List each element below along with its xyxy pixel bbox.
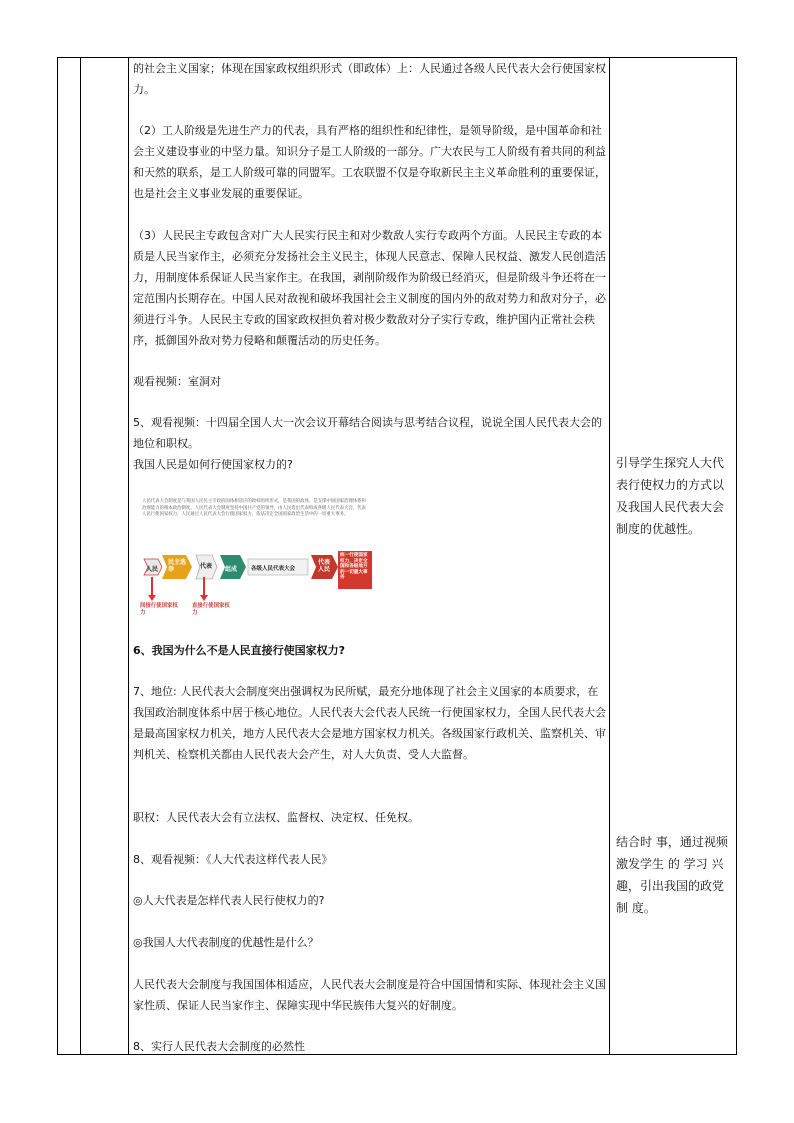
- paragraph-video-1: 观看视频：室洞对: [133, 375, 221, 388]
- paragraph-status: 7、地位: 人民代表大会制度突出强调权为民所赋，最充分地体现了社会主义国家的本质要求，在我国政治制度体系中居于核心地位。人民代表大会代表人民统一行使国家权力，全国人民代表大会是最高国家权力机关，地方人民代表大会是地方国家权力机关。各级国家行政机关、监察机关、审判机关、检察机关都由人民代表大会产生，对人大负责、受人大监督。: [133, 685, 606, 761]
- column-divider-3: [609, 58, 610, 1054]
- column-divider-2: [128, 58, 129, 1054]
- paragraph-question-6: 6、我国为什么不是人民直接行使国家权力?: [133, 644, 346, 657]
- paragraph-how-exercise: 我国人民是如何行使国家权力的?: [133, 458, 293, 471]
- label-people: 人民: [146, 566, 159, 573]
- label-unify: 统一行使国家权力，决定全国和各级地方的一切重大事务: [340, 553, 368, 581]
- label-direct: 直接行使国家权力: [192, 603, 230, 616]
- diagram-caption: 人民代表大会制度是与我国人民民主专政的国体相适应的政权组织形式，是我国的政体，是支撑中国国家治理体系和治理能力的根本政治制度。人民代表大会制度坚持中国共产党的领导，由人民选出代表组成各级人民代表大会，代表人民行使国家权力，人民通过人民代表大会行使国家权力，依法决定全国国家政治生活中的一切重大事务。: [142, 499, 366, 518]
- paragraph-superiority: 人民代表大会制度与我国国体相适应，人民代表大会制度是符合中国国情和实际、体现社会主义国家性质、保证人民当家作主、保障实现中华民族伟大复兴的好制度。: [133, 978, 606, 1012]
- paragraph-working-class: （2）工人阶级是先进生产力的代表，具有严格的组织性和纪律性，是领导阶级，是中国革命和社会主义建设事业的中坚力量。知识分子是工人阶级的一部分。广大农民与工人阶级有着共同的利益和天然的联系，是工人阶级可靠的同盟军。工农联盟不仅是夺取新民主主义革命胜利的重要保证，也是社会主义事业发展的重要保证。: [133, 124, 606, 200]
- paragraph-powers: 职权：人民代表大会有立法权、监督权、决定权、任免权。: [133, 811, 419, 824]
- side-note-2: 结合时 事，通过视频激发学生 的 学习 兴 趣，引出我国的政党制 度。: [616, 835, 728, 915]
- congress-system-diagram: [136, 493, 376, 628]
- label-election: 民主选举: [168, 559, 187, 573]
- paragraph-necessity: 8、实行人民代表大会制度的必然性: [133, 1040, 305, 1053]
- label-representatives: 代表: [200, 563, 213, 570]
- paragraph-question-a: ◎人大代表是怎样代表人民行使权力的?: [133, 894, 325, 907]
- paragraph-dictatorship: （3）人民民主专政包含对广大人民实行民主和对少数敌人实行专政两个方面。人民民主专政的本质是人民当家作主，必须充分发扬社会主义民主，体现人民意志、保障人民权益、激发人民创造活力，用制度体系保证人民当家作主。在我国，剥削阶级作为阶级已经消灭，但是阶级斗争还将在一定范围内长期存在。中国人民对敌视和破坏我国社会主义制度的国内外的敌对势力和敌对分子，必须进行斗争。人民民主专政的国家政权担负着对极少数敌对分子实行专政，维护国内正常社会秩序，抵御国外敌对势力侵略和颠覆活动的历史任务。: [133, 229, 606, 347]
- lesson-table: [57, 57, 737, 1055]
- column-divider-1: [80, 58, 81, 1054]
- paragraph-question-b: ◎我国人大代表制度的优越性是什么？: [133, 936, 319, 949]
- side-note-1: 引导学生探究人大代表行使权力的方式以及我国人民代表大会制度的优越性。: [616, 456, 725, 536]
- label-congress: 各级人民代表大会: [251, 566, 296, 572]
- label-compose: 组成: [225, 566, 238, 573]
- label-on-behalf: 代表人民: [318, 559, 331, 573]
- paragraph-intro: 的社会主义国家；体现在国家政权组织形式（即政体）上：人民通过各级人民代表大会行使国家权力。: [133, 62, 606, 96]
- label-indirect: 间接行使国家权力: [140, 603, 178, 616]
- paragraph-video-2: 8、观看视频：《人大代表这样代表人民》: [133, 853, 333, 866]
- paragraph-question-5: 5、观看视频：十四届全国人大一次会议开幕结合阅读与思考结合议程，说说全国人民代表大会的地位和职权。: [133, 416, 602, 450]
